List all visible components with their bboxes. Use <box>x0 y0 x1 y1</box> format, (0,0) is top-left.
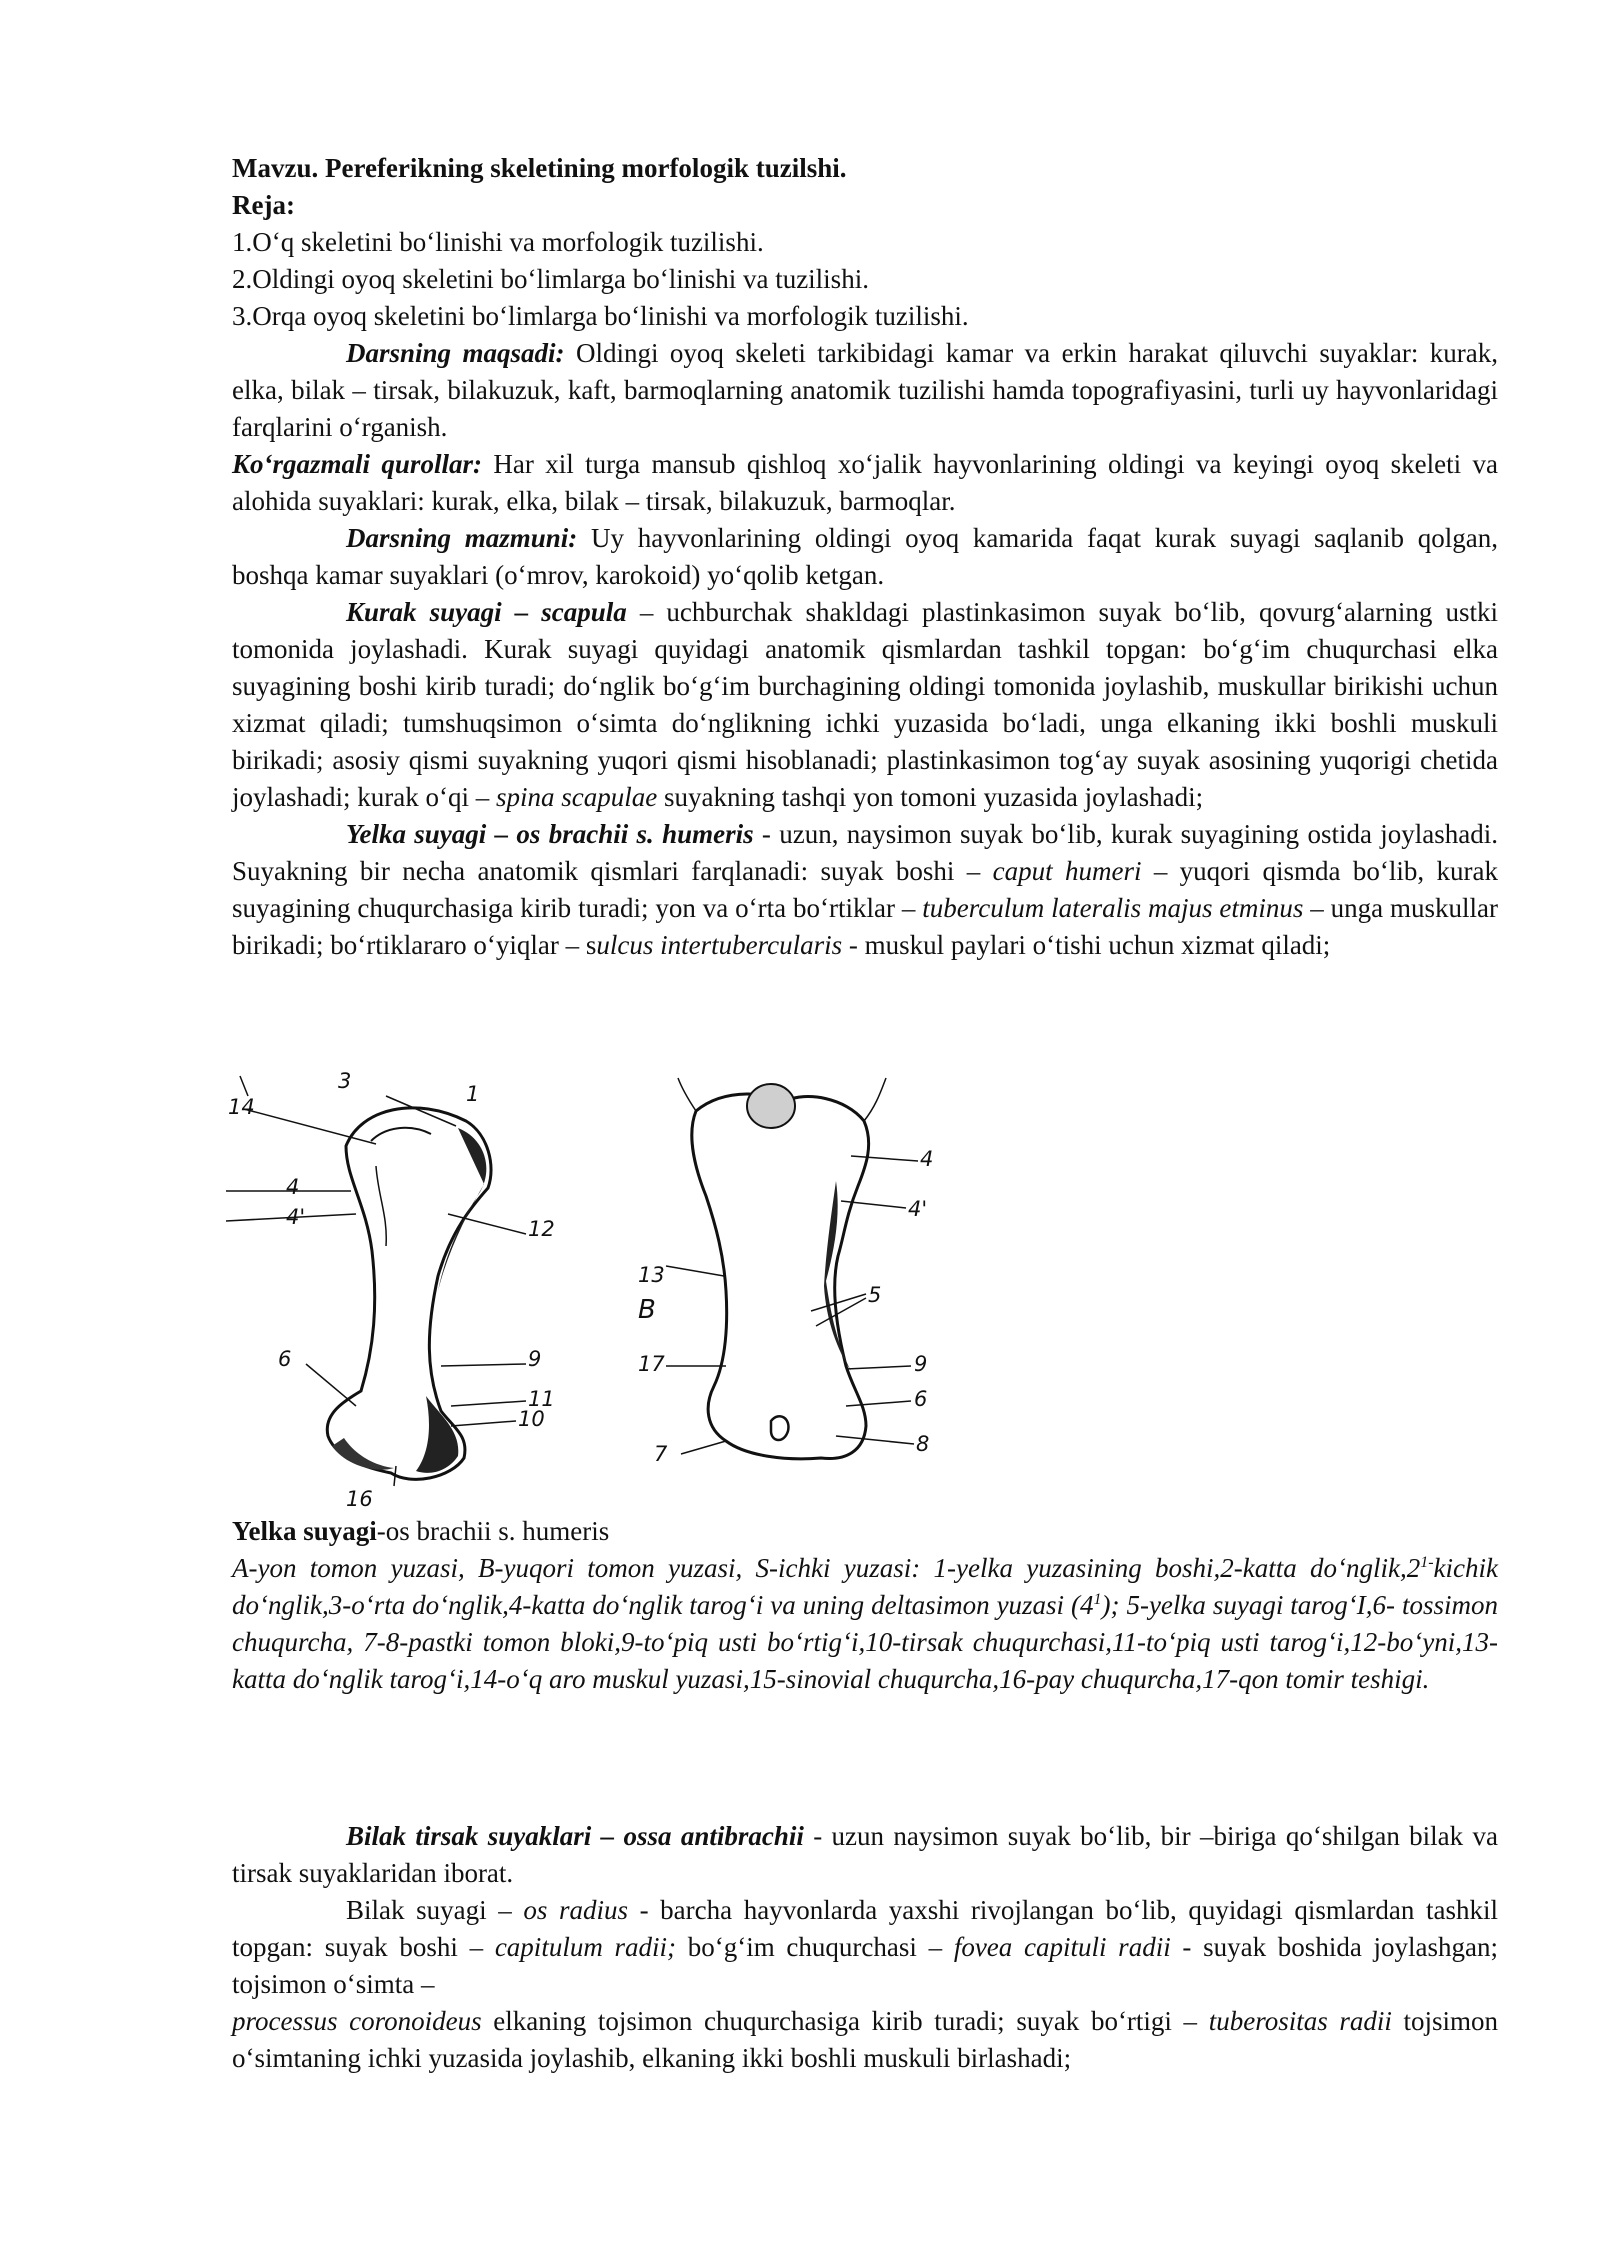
figure-label: 5 <box>868 1283 882 1307</box>
bone-head <box>747 1084 795 1128</box>
leader-line <box>666 1266 724 1276</box>
radius-term: capitulum radii; <box>494 1932 677 1962</box>
figure-label: 10 <box>518 1407 545 1431</box>
plan-item: 1.O‘q skeletini bo‘linishi va morfologik tuzilishi. <box>232 227 764 257</box>
figure-label: 9 <box>528 1347 542 1371</box>
humerus-text: – yuqori qismda bo‘lib, kurak suyagining chuqurchasiga kirib turadi; yon va o‘rta bo‘rtiklar – <box>232 856 1498 923</box>
plan-item: 2.Oldingi oyoq skeletini bo‘limlarga bo‘linishi va tuzilishi. <box>232 264 869 294</box>
aids-paragraph <box>232 446 1498 520</box>
humerus-term: caput humeri <box>992 856 1142 886</box>
scapula-text: – uchburchak shakldagi plastinkasimon suyak bo‘lib, qovurg‘alarning ustki tomonida joylashadi. Kurak suyagi quyidagi anatomik qismlardan tashkil topgan: bo‘g‘im chuqurchasi elka suyagining boshi kirib turadi; do‘nglik bo‘g‘im burchagining oldingi tomonida joylashib, muskullar birikishi uchun xizmat qiladi; tumshuqsimon o‘simta do‘nglikning ichki yuzasida bo‘ladi, unga elkaning ikki boshli muskuli birikadi; asosiy qismi suyakning yuqori qismi hisoblanadi; plastinkasimon tog‘ay suyak asosining yuqorigi chetida joylashadi; kurak o‘qi – <box>232 597 1498 812</box>
humerus-drawing <box>226 1066 996 1516</box>
scapula-paragraph <box>232 594 1498 816</box>
figure-caption <box>232 1513 1498 1698</box>
bone-detail <box>678 1078 696 1111</box>
humerus-text: – unga muskullar birikadi; bo‘rtiklararo o‘yiqlar – s <box>232 893 1498 960</box>
humerus-figure <box>226 1066 996 1516</box>
leader-line <box>846 1366 911 1369</box>
figure-label: 9 <box>914 1352 928 1376</box>
humerus-label: Yelka suyagi – os brachii s. humeris <box>346 819 754 849</box>
humerus-term: ulcus intertubercularis <box>596 930 843 960</box>
goal-text: Oldingi oyoq skeleti tarkibidagi kamar va erkin harakat qiluvchi suyaklar: kurak, elka, bilak – tirsak, bilakuzuk, kaft, barmoqlarning anatomik tuzilishi hamda topografiyasini, turli uy hayvonlaridagi farqlarini o‘rganish. <box>232 338 1498 442</box>
caption-sup: 1 <box>1093 1591 1102 1608</box>
radius-paragraph-cont <box>232 2003 1498 2077</box>
figure-label: 6 <box>914 1387 928 1411</box>
figure-label: 4 <box>286 1175 300 1199</box>
humerus-term: tuberculum lateralis majus etminus <box>922 893 1304 923</box>
figure-label: 11 <box>528 1387 555 1411</box>
figure-label: 16 <box>346 1487 373 1511</box>
caption-part: kichik do‘nglik,3-o‘rta do‘nglik,4-katta do‘nglik tarog‘i va uning deltasimon yuzasi (4 <box>232 1553 1498 1620</box>
figure-label: 17 <box>638 1352 665 1376</box>
text-block-top <box>232 150 1498 964</box>
content-paragraph <box>232 520 1498 594</box>
radius-text: tojsimon o‘simtaning ichki yuzasida joylashib, elkaning ikki boshli muskuli birlashadi; <box>232 2006 1499 2073</box>
figure-label: 12 <box>528 1217 555 1241</box>
humerus-paragraph <box>232 816 1498 964</box>
humerus-text: - muskul paylari o‘tishi uchun xizmat qiladi; <box>842 930 1331 960</box>
leader-line <box>451 1401 526 1406</box>
caption-title-rest: -os brachii s. humeris <box>376 1516 610 1546</box>
caption-title-bold: Yelka suyagi <box>232 1516 377 1546</box>
figure-label: B <box>638 1295 656 1325</box>
leader-line <box>441 1364 526 1366</box>
leader-line <box>451 1421 516 1426</box>
page-title: Mavzu. Pereferikning skeletining morfologik tuzilshi. <box>232 153 847 183</box>
content-label: Darsning mazmuni: <box>346 523 578 553</box>
caption-sup: 1- <box>1420 1554 1434 1571</box>
radius-term: tuberositas radii <box>1208 2006 1392 2036</box>
bone-detail <box>864 1078 886 1121</box>
figure-label: 3 <box>338 1069 352 1093</box>
humerus-cranial-view <box>638 1078 933 1466</box>
bone-outline <box>692 1094 869 1459</box>
radius-text: - barcha hayvonlarda yaxshi rivojlangan bo‘lib, quyidagi qismlardan tashkil topgan: suyak boshi – <box>232 1895 1498 1962</box>
bone-outline <box>327 1108 491 1479</box>
humerus-lateral-view <box>226 1069 555 1511</box>
radius-term: os radius <box>523 1895 628 1925</box>
caption-title <box>232 1513 1498 1550</box>
forearm-text: - uzun naysimon suyak bo‘lib, bir –biriga qo‘shilgan bilak va tirsak suyaklaridan iborat. <box>232 1821 1499 1888</box>
caption-part: A-yon tomon yuzasi, B-yuqori tomon yuzasi, S-ichki yuzasi: 1-yelka yuzasining boshi,2-katta do‘nglik,2 <box>232 1553 1421 1583</box>
text-block-bottom <box>232 1818 1498 2077</box>
scapula-term: spina scapulae <box>495 782 658 812</box>
forearm-label: Bilak tirsak suyaklari – ossa antibrachii <box>346 1821 804 1851</box>
figure-label: 8 <box>916 1432 930 1456</box>
figure-label: 7 <box>654 1442 668 1466</box>
radius-text: - suyak boshida joylashgan; tojsimon o‘simta – <box>232 1932 1498 1999</box>
scapula-label: Kurak suyagi – scapula <box>346 597 627 627</box>
humerus-text: - uzun, naysimon suyak bo‘lib, kurak suyagining ostida joylashadi. Suyakning bir necha anatomik qismlari farqlanadi: suyak boshi – <box>232 819 1498 886</box>
aids-label: Ko‘rgazmali qurollar: <box>232 449 482 479</box>
figure-label: 1 <box>466 1082 480 1106</box>
caption-part: ); 5-yelka suyagi tarog‘I,6- tossimon chuqurcha, 7-8-pastki tomon bloki,9-to‘piq usti bo‘rtig‘i,10-tirsak chuqurchasi,11-to‘piq usti tarog‘i,12-bo‘yni,13- katta do‘nglik tarog‘i,14-o‘q aro muskul yuzasi,15-sinovial chuqurcha,16-pay chuqurcha,17-qon tomir teshigi. <box>232 1590 1498 1694</box>
radius-paragraph <box>232 1892 1498 2003</box>
leader-line <box>240 1076 248 1096</box>
radius-term: fovea capituli radii <box>953 1932 1171 1962</box>
leader-line <box>306 1364 356 1406</box>
leader-line <box>681 1441 726 1454</box>
figure-label: 4' <box>286 1205 306 1229</box>
caption-text <box>232 1550 1498 1698</box>
leader-line <box>244 1109 376 1144</box>
goal-label: Darsning maqsadi: <box>346 338 565 368</box>
radius-text: Bilak suyagi – <box>346 1895 524 1925</box>
aids-text: Har xil turga mansub qishloq xo‘jalik hayvonlarining oldingi va keyingi oyoq skeleti va alohida suyaklari: kurak, elka, bilak – tirsak, bilakuzuk, barmoqlar. <box>232 449 1498 516</box>
figure-label: 13 <box>638 1263 665 1287</box>
figure-label: 4 <box>920 1147 934 1171</box>
scapula-text-end: suyakning tashqi yon tomoni yuzasida joylashadi; <box>657 782 1204 812</box>
figure-label: 14 <box>228 1095 255 1119</box>
plan-item: 3.Orqa oyoq skeletini bo‘limlarga bo‘linishi va morfologik tuzilishi. <box>232 301 969 331</box>
plan-heading: Reja: <box>232 190 295 220</box>
radius-text: bo‘g‘im chuqurchasi – <box>676 1932 954 1962</box>
content-text: Uy hayvonlarining oldingi oyoq kamarida faqat kurak suyagi saqlanib qolgan, boshqa kamar suyaklari (o‘mrov, karokoid) yo‘qolib ketgan. <box>232 523 1498 590</box>
figure-label: 4' <box>908 1197 928 1221</box>
goal-paragraph <box>232 335 1498 446</box>
figure-label: 6 <box>278 1347 292 1371</box>
radius-text: elkaning tojsimon chuqurchasiga kirib turadi; suyak bo‘rtigi – <box>481 2006 1209 2036</box>
radius-term: processus coronoideus <box>232 2006 482 2036</box>
forearm-paragraph <box>232 1818 1498 1892</box>
